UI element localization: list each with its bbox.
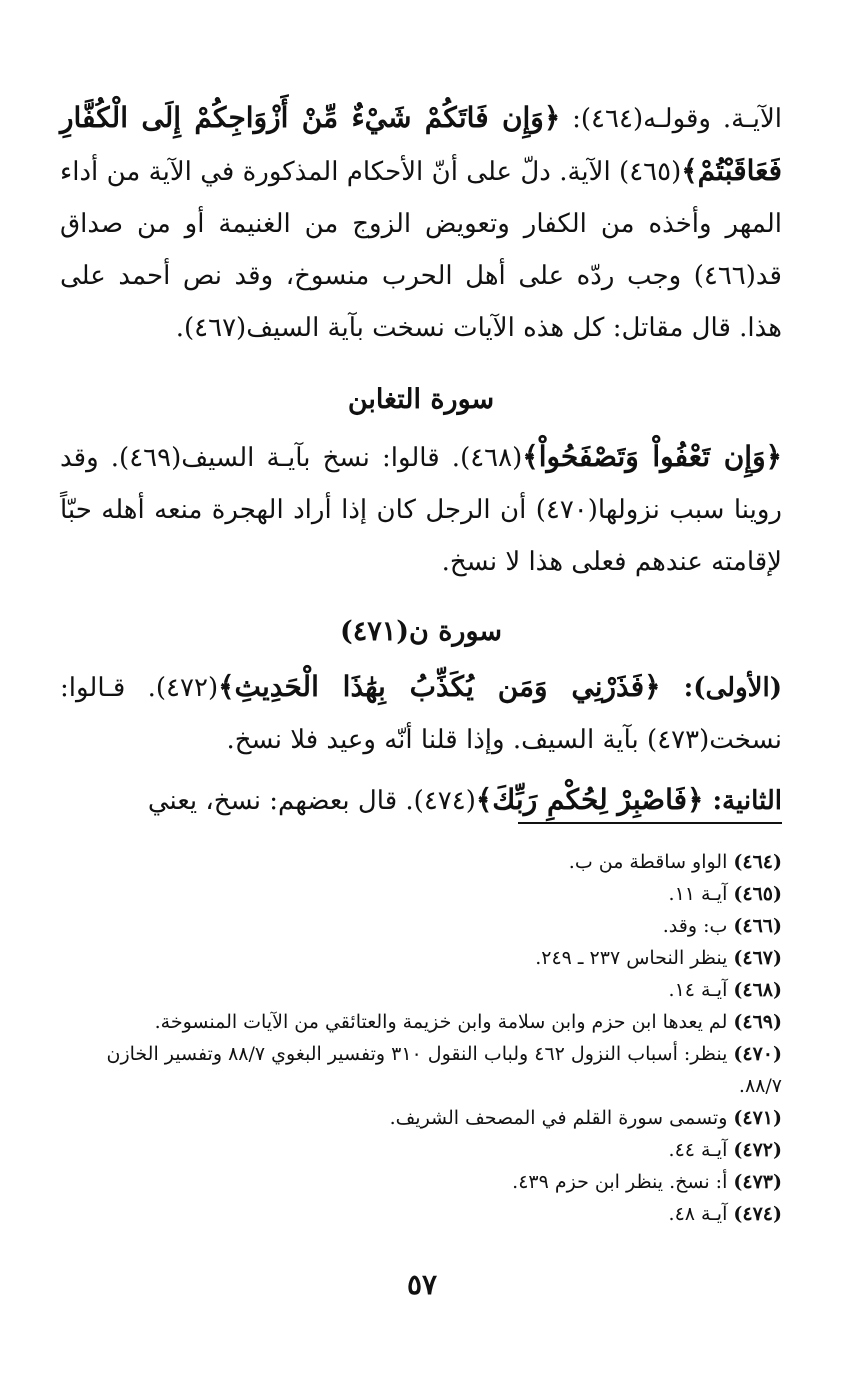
footnote	[60, 1102, 782, 1134]
second-label: الثانية:	[703, 786, 782, 816]
footnote-text: آيـة ١١.	[668, 883, 728, 905]
footnote-text: لم يعدها ابن حزم وابن سلامة وابن خزيمة والعتائقي من الآيات المنسوخة.	[154, 1011, 728, 1033]
footnote	[60, 1134, 782, 1166]
footnote-separator	[518, 822, 782, 824]
quran-verse-mumtahana: ﴿وَإِن فَاتَكُمْ شَيْءٌ مِّنْ أَزْوَاجِكُمْ إِلَى الْكُفَّارِ فَعَاقَبْتُمْ﴾	[60, 101, 782, 187]
footnote-number: (٤٦٨)	[733, 979, 782, 1001]
footnote-number: (٤٧١)	[733, 1107, 782, 1129]
footnote-text: ب: وقد.	[662, 915, 728, 937]
footnote-text: أ: نسخ. ينظر ابن حزم ٤٣٩.	[512, 1171, 728, 1193]
quran-verse-qalam-44: ﴿فَذَرْنِي وَمَن يُكَذِّبُ بِهَٰذَا الْحَدِيثِ﴾	[218, 670, 661, 703]
footnote	[60, 942, 782, 974]
paragraph-taghabun	[60, 431, 782, 588]
paragraph-nun-second	[60, 774, 782, 827]
taghabun-text: (٤٦٨). قالوا: نسخ بآيـة السيف(٤٦٩). وقد روينا سبب نزولها(٤٧٠) أن الرجل كان إذا أراد الهجرة منعه أهله حبّاً لإقامته عندهم فعلى هذا لا نسخ.	[60, 443, 782, 577]
intro-text-2: (٤٦٥) الآية. دلّ على أنّ الأحكام المذكورة في الآية من أداء المهر وأخذه من الكفار وتعويض الزوج من الغنيمة أو من صداق قد(٤٦٦) وجب ردّه على أهل الحرب منسوخ، وقد نص أحمد على هذا. قال مقاتل: كل هذه الآيات نسخت بآية السيف(٤٦٧).	[60, 157, 782, 343]
footnote	[60, 974, 782, 1006]
footnote-number: (٤٦٩)	[733, 1011, 782, 1033]
footnote-text: آيـة ٤٨.	[668, 1203, 728, 1225]
quran-verse-qalam-48: ﴿فَاصْبِرْ لِحُكْمِ رَبِّكَ﴾	[475, 783, 704, 816]
footnote	[60, 910, 782, 942]
footnotes-list	[60, 846, 782, 1230]
main-text	[60, 92, 782, 827]
footnote-text: ينظر النحاس ٢٣٧ ـ ٢٤٩.	[535, 947, 728, 969]
footnote-number: (٤٧٢)	[733, 1139, 782, 1161]
nun-second-text: (٤٧٤). قال بعضهم: نسخ، يعني	[147, 786, 476, 816]
footnote-number: (٤٧٣)	[733, 1171, 782, 1193]
heading-surat-al-taghabun: سورة التغابن	[347, 384, 495, 415]
paragraph-intro	[60, 92, 782, 354]
footnote-text: وتسمى سورة القلم في المصحف الشريف.	[389, 1107, 728, 1129]
footnote	[60, 846, 782, 878]
heading-surat-nun: سورة ن(٤٧١)	[339, 616, 503, 647]
footnote-number: (٤٧٤)	[733, 1203, 782, 1225]
footnote-text: آيـة ١٤.	[668, 979, 728, 1001]
footnote	[60, 1166, 782, 1198]
footnote	[60, 1198, 782, 1230]
footnote-text: ينظر: أسباب النزول ٤٦٢ ولباب النقول ٣١٠ وتفسير البغوي ٨٨/٧ وتفسير الخازن ٨٨/٧.	[106, 1043, 782, 1097]
footnote-number: (٤٧٠)	[733, 1043, 782, 1065]
footnote	[60, 1006, 782, 1038]
footnote-text: آيـة ٤٤.	[668, 1139, 728, 1161]
footnote-number: (٤٦٤)	[733, 851, 782, 873]
paragraph-nun-first	[60, 661, 782, 766]
first-label: (الأولى):	[660, 673, 783, 703]
footnote-number: (٤٦٧)	[733, 947, 782, 969]
footnote-text: الواو ساقطة من ب.	[568, 851, 728, 873]
quran-verse-taghabun: ﴿وَإِن تَعْفُواْ وَتَصْفَحُواْ﴾	[522, 440, 783, 473]
footnote	[60, 878, 782, 910]
nun-first-text: (٤٧٢). قـالوا: نسخت(٤٧٣) بآية السيف. وإذا قلنا أنّه وعيد فلا نسخ.	[60, 673, 782, 755]
footnote	[60, 1038, 782, 1102]
page-number: ٥٧	[406, 1268, 438, 1301]
footnote-number: (٤٦٦)	[733, 915, 782, 937]
intro-text-1: الآيـة. وقولـه(٤٦٤):	[560, 104, 782, 134]
footnote-number: (٤٦٥)	[733, 883, 782, 905]
